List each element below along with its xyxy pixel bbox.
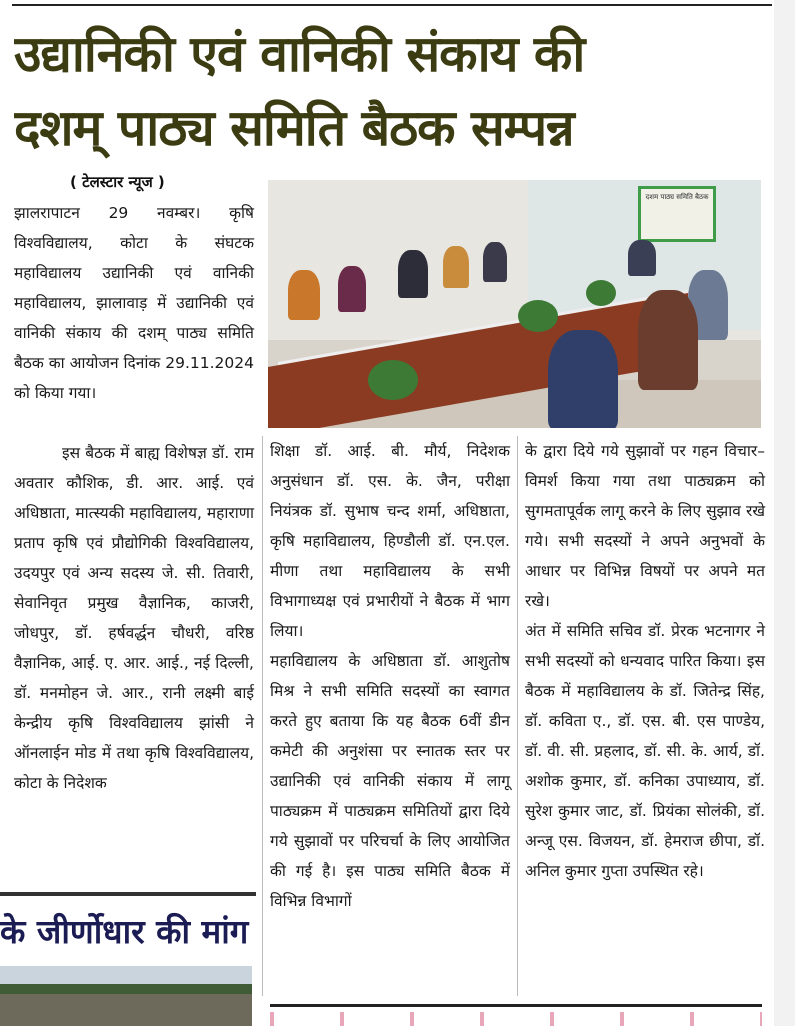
- photo-plant: [518, 300, 558, 332]
- headline-line-1: उद्यानिकी एवं वानिकी संकाय की: [14, 25, 585, 83]
- photo-ground: [0, 994, 252, 1026]
- column-divider: [517, 436, 518, 996]
- headline-line-2: दशम् पाठ्य समिति बैठक सम्पन्न: [14, 99, 574, 157]
- paragraph-dean: महाविद्यालय के अधिष्ठाता डॉ. आशुतोष मिश्र ने सभी समिति सदस्यों का स्वागत करते हुए बताया कि यह बैठक 6वीं डीन कमेटी की अनुशंसा पर स्नातक स्तर पर उद्यानिकी एवं वानिकी संकाय में लागू पाठ्यक्रम में पाठ्यक्रम समितियों द्वारा दिये गये सुझावों पर परिचर्चा के लिए आयोजित की गई है। इस पाठ्य समिति बैठक में विभिन्न विभागों: [270, 652, 510, 910]
- page-edge: [774, 0, 795, 1026]
- subhead-rule: [0, 892, 256, 896]
- column-c: [525, 436, 765, 886]
- paragraph-intro: झालरापाटन 29 नवम्बर। कृषि विश्वविद्यालय, कोटा के संघटक महाविद्यालय उद्यानिकी एवं वानिकी महाविद्यालय, झालावाड़ में उद्यानिकी एवं वानिकी संकाय की दशम् पाठ्य समिति बैठक का आयोजन दिनांक 29.11.2024 को किया गया।: [14, 204, 254, 402]
- column-divider: [262, 436, 263, 996]
- paragraph-participants: शिक्षा डॉ. आई. बी. मौर्य, निदेशक अनुसंधान डॉ. एस. के. जैन, परीक्षा नियंत्रक डॉ. सुभाष चन्द शर्मा, अधिष्ठाता, कृषि महाविद्यालय, हिण्डौली डॉ. एन.एल. मीणा तथा महाविद्यालय के सभी विभागाध्यक्ष एवं प्रभारीयों ने बैठक में भाग लिया।: [270, 442, 510, 640]
- photo-person: [548, 330, 618, 428]
- photo-banner-text: दशम पाठ्य समिति बैठक: [645, 193, 709, 201]
- photo-person: [288, 270, 320, 320]
- paragraph-experts: इस बैठक में बाह्य विशेषज्ञ डॉ. राम अवतार कौशिक, डी. आर. आई. एवं अधिष्ठाता, मात्स्यकी महाविद्यालय, महाराणा प्रताप कृषि एवं प्रौद्योगिकी विश्वविद्यालय, उदयपुर एवं अन्य सदस्य जे. सी. तिवारी, सेवानिवृत प्रमुख वैज्ञानिक, काजरी, जोधपुर, डॉ. हर्षवर्द्धन चौधरी, वरिष्ठ वैज्ञानिक, आई. ए. आर. आई., नई दिल्ली, डॉ. मनमोहन जे. आर., रानी लक्ष्मी बाई केन्द्रीय कृषि विश्वविद्यालय झांसी ने ऑनलाईन मोड में तथा कृषि विश्वविद्यालय, कोटा के निदेशक: [14, 444, 254, 792]
- next-article-headline: के जीर्णोधार की मांग: [0, 912, 249, 951]
- next-article-strip: [270, 1012, 762, 1026]
- column-a-top: [14, 198, 254, 408]
- next-article-photo: [0, 966, 252, 1026]
- photo-person: [638, 290, 698, 390]
- photo-plant: [586, 280, 616, 306]
- bottom-rule: [270, 1004, 762, 1007]
- photo-plant: [368, 360, 418, 400]
- paragraph-discussion: के द्वारा दिये गये सुझावों पर गहन विचार–विमर्श किया गया तथा पाठ्यक्रम को सुगमतापूर्वक लागू करने के लिए सुझाव रखे गये। सभी सदस्यों ने अपने अनुभवों के आधार पर विभिन्न विषयों पर अपने मत रखे।: [525, 442, 765, 610]
- photo-person: [628, 240, 656, 276]
- meeting-photo: [268, 180, 761, 428]
- photo-person: [443, 246, 469, 288]
- photo-person: [483, 242, 507, 282]
- top-rule: [12, 4, 772, 6]
- photo-person: [398, 250, 428, 298]
- photo-banner: [638, 186, 716, 242]
- photo-person: [338, 266, 366, 312]
- column-b: [270, 436, 510, 916]
- column-a-bottom: [14, 438, 254, 798]
- byline: ( टेलस्टार न्यूज ): [70, 173, 165, 191]
- paragraph-thanks: अंत में समिति सचिव डॉ. प्रेरक भटनागर ने सभी सदस्यों को धन्यवाद पारित किया। इस बैठक में महाविद्यालय के डॉ. जितेन्द्र सिंह, डॉ. कविता ए., डॉ. एस. बी. एस पाण्डेय, डॉ. वी. सी. प्रहलाद, डॉ. सी. के. आर्य, डॉ. अशोक कुमार, डॉ. कनिका उपाध्याय, डॉ. सुरेश कुमार जाट, डॉ. प्रियंका सोलंकी, डॉ. अन्जू एस. विजयन, डॉ. हेमराज छीपा, डॉ. अनिल कुमार गुप्ता उपस्थित रहे।: [525, 622, 765, 880]
